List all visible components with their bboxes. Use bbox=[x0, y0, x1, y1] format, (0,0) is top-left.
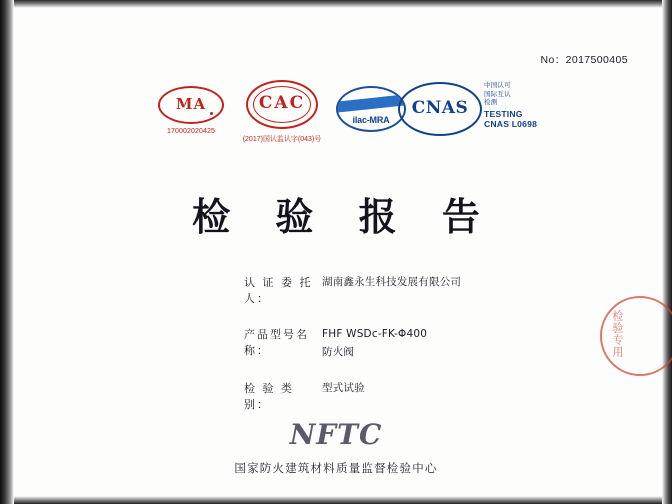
field-value-client bbox=[322, 274, 584, 290]
cac-mark-icon bbox=[246, 80, 318, 129]
cnas-cn-line-3: 检测 bbox=[484, 99, 498, 107]
cac-mark-code: (2017)国认监认字(043)号 bbox=[242, 136, 322, 143]
cnas-accreditation-code: CNAS L0698 bbox=[484, 118, 538, 129]
ma-mark bbox=[158, 86, 224, 135]
nftc-logo-text: NFTC bbox=[289, 418, 383, 451]
field-value-inspection-type-line1: 型式试验 bbox=[322, 382, 365, 394]
cnas-mark-icon bbox=[398, 82, 482, 136]
report-serial-number: No：2017500405 bbox=[540, 54, 628, 66]
field-label-inspection-type: 检 验 类 别： bbox=[244, 382, 294, 411]
ilac-mra-mark-icon bbox=[336, 86, 406, 132]
certification-marks-row bbox=[158, 80, 538, 150]
cnas-mark-text: CNAS bbox=[411, 98, 469, 118]
ma-mark-code: 170002020425 bbox=[167, 128, 215, 135]
field-row bbox=[244, 326, 584, 360]
cnas-cn-line-1: 中国认可 bbox=[484, 82, 511, 89]
field-label-product-model: 产品型号名称： bbox=[244, 328, 309, 357]
ilac-mra-label: ilac-MRA bbox=[352, 115, 390, 125]
issuing-organization: 国家防火建筑材料质量监督检验中心 bbox=[234, 461, 438, 475]
ma-mark-text: MA bbox=[175, 95, 207, 113]
ilac-mra-mark bbox=[336, 86, 406, 132]
cac-mark bbox=[240, 80, 324, 144]
cnas-cn-line-2: 国际互认 bbox=[484, 90, 511, 98]
field-value-product-model-line2: 防火阀 bbox=[322, 346, 355, 358]
ma-mark-dot-icon bbox=[210, 112, 213, 115]
field-value-product-model bbox=[322, 326, 584, 360]
scan-edge-bottom bbox=[0, 496, 672, 504]
report-fields bbox=[244, 274, 584, 432]
cnas-testing-label: TESTING bbox=[484, 108, 523, 119]
page-title: 检 验 报 告 bbox=[192, 194, 496, 239]
field-label-client: 认 证 委 托 人： bbox=[244, 276, 313, 305]
field-value-inspection-type bbox=[322, 380, 584, 396]
field-value-product-model-line1: FHF WSDc-FK-Φ400 bbox=[322, 328, 428, 340]
field-row bbox=[244, 274, 584, 306]
cnas-mark bbox=[398, 82, 538, 136]
field-row bbox=[244, 380, 584, 412]
ilac-mra-band bbox=[336, 94, 406, 113]
red-seal-text: 检验专用 bbox=[611, 310, 624, 358]
scan-edge-top bbox=[0, 0, 672, 8]
cac-mark-text: CAC bbox=[258, 93, 306, 113]
cnas-mark-side-text bbox=[484, 82, 580, 129]
field-value-client-line1: 湖南鑫永生科技发展有限公司 bbox=[322, 276, 462, 288]
ma-mark-icon bbox=[158, 86, 224, 124]
red-seal-stamp bbox=[600, 296, 672, 376]
